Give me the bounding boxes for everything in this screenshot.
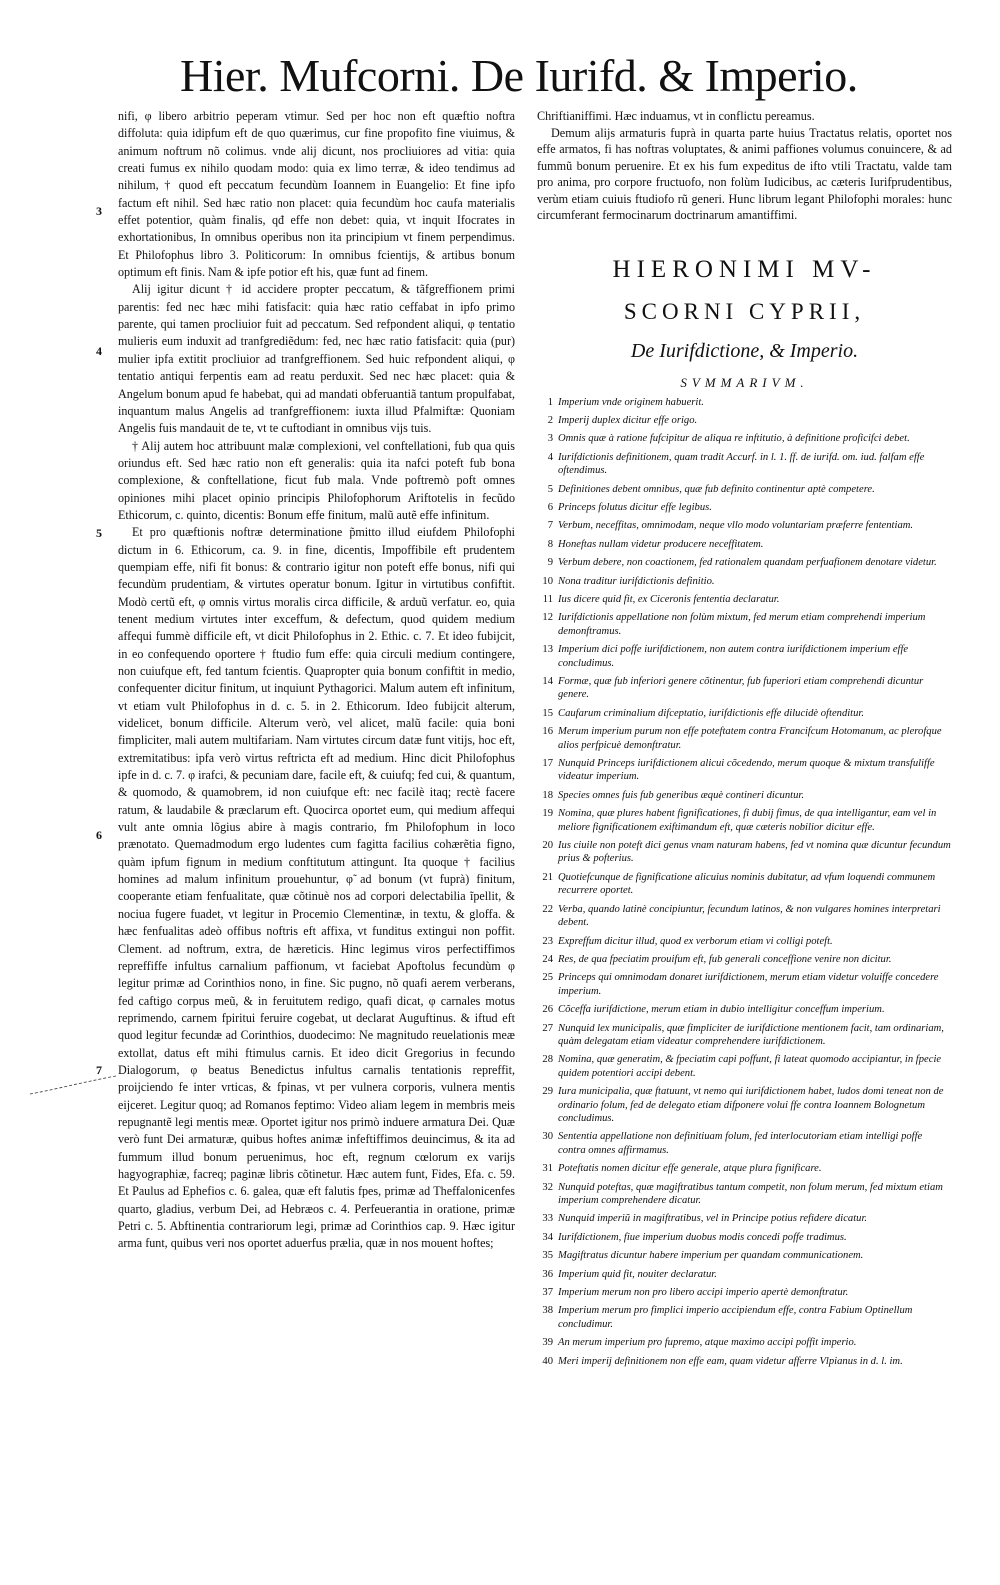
- summary-item: [537, 1003, 952, 1016]
- summary-item: [537, 1212, 952, 1225]
- summary-item-text: Verba, quando latinè concipiuntur, fecundum latinos, & non vulgares homines interpretari debent.: [558, 903, 941, 929]
- summary-item: [537, 871, 952, 898]
- summary-item-text: Imperium merum non pro libero accipi imperio apertè demonftratur.: [558, 1287, 849, 1299]
- summary-item-text: Res, de qua fpeciatim prouifum eft, fub generali conceffione venire non dicitur.: [558, 953, 892, 965]
- summary-item-number: 5: [547, 483, 553, 495]
- summary-item-number: 39: [542, 1337, 553, 1349]
- body-paragraph: Et pro quæftionis noftræ determinatione p̃mitto illud eiufdem Philofophi dictum in 6. Ethicorum, ca. 9. in fine, dicentis, Impoffibile eft prudentem quempiam effe, nifi fit bonus: & contrario igitur non poteft effe bonus, nifi qui fecundùm prudentiam, & virtutes operatur bonum. Igitur in virtutibus confiftit. Modò certũ eft, φ omnis virtus moralis circa difficile, & arduũ verfatur. eo, quia tenent medium virtutes inter exceffum, & defectum, quod quidem medium affequi fummè difficile eft, vt dicit Philofophus in 2. Ethic. c. 7. Et ideo fubijcit, in eo confequendo oportere † ftudio fum effe: quia circuli medium contingere, non cuiufque eft, fed tantum fcientis. Quapropter quia bonum confiftit in medio, confequenter dicitur finitum, ut inquiunt Pythagorici. Malum autem eft infinitum, vt etiam vult Philofophus in d. c. 5. in 2. Ethicorum. Ideo fubijcit alterum, videlicet, bonum difficile. Alterum verò, vel alicet, malũ facile: quia boni fimpliciter, mali autem multifariam. Nam virtutes circum datæ funt vitijs, hoc eft, extremitatibus: ipfa verò virtus reftricta eft ad medium. Hinc dicit Philofophus ipfe in d. c. 7. φ irafci, & pecuniam dare, facile eft, & cuiufq; fed cui, & quantum, & quomodo, & quamobrem, id non cuiufque eft: nec facilè itaq; rectè facere ratum, & laudabile & præclarum eft. Quocirca oportet eum, qui medium affequi vult ante omnia lõgius abire à magis contrario, fm Philofophum in loco prænotato. Quemadmodum ergo ludentes cum fagitta facilius cohærẽtia figno, quàm ipfum fignum in medium conftitutum attingunt. Ita quoque † facilius homines ad malum infinitum prouehuntur, φ̃ ad bonum (vt fuprà) finitum, cooperante etiam fenfualitate, quæ cõtinuè nos ad corpori delectabilia ĩpellit, & nociua fugere fuadet, vt legitur in Procemio Clementinæ, in textu, & gloffa. & hæc fenfualitas adeò offibus noftris eft affixa, vt funditus extingui non poffit. Clement. ad noftrum, extra, de hæreticis. Hinc legimus viros perfectiffimos repreffiffe infultus carnalium paffionum, vt faciebat Apoftolus fecundùm φ legitur primæ ad Corinthios nono, in fine. Sic pugno, nõ quafi aerem verberans, fed caftigo corpus meũ, & in feruitutem redigo, quafi dicat, φ carnales motus reprimendo, carnem fpiritui feruire cogebat, ut declarat Auguftinus. & iftud eft quod legitur fecundæ ad Corinthios, duodecimo: Ne magnitudo reuelationis meæ extollat, datus eft mihi ftimulus carnis. Et ideo dicit Gregorius in fecundo Dialogorum, φ beatus Benedictus infultus carnalis tentationis repreffit, proijciendo fe inter vrticas, & fpinas, vt per vulnera corporis, vulnera mentis eijceret. Legitur quoq; ad Romanos feptimo: Video aliam legem in membris meis repugnantẽ legi mentis meæ. Oportet igitur nos primò induere armatura Dei. Quæ verò funt Dei armaturæ, quibus hoftes animæ infeftiffimos deuincimus, & ita ad fummum illud bonum peruenimus, hoc eft, regnum cœlorum ex varijs hagyographiæ, facreq; paginæ libris cõtinetur. Hæc autem funt, Fides, Efa. c. 59. Et Paulus ad Ephefios c. 6. galea, quæ eft falutis fpes, primæ ad Theffalonicenfes quarto, gladius, verbum Dei, ad Hebræos c. 4. Perfeuerantia in oratione, primæ Petri c. 5. Abftinentia contrariorum legi, primæ ad Corinthios cap. 9. Hæc igitur arma funt, quibus veri nos oportet aduerfus prælia, quæ in nos mouent hoftes;: [118, 525, 515, 1251]
- summary-item-text: Imperium merum pro fimplici imperio accipiendum effe, contra Fabium Optinellum concludimur.: [558, 1305, 913, 1330]
- summary-item-number: 17: [542, 758, 553, 770]
- summary-item-text: Merum imperium purum non effe poteftatem contra Francifcum Hotomanum, ac plerofque alios perfpicuè demonftratur.: [558, 726, 942, 751]
- summary-item-number: 11: [542, 593, 553, 605]
- body-paragraph: nifi, φ libero arbitrio peperam vtimur. Sed per hoc non eft quæftio noftra diffoluta: quia idipfum eft de quo quærimus, cur fine propofito fine viuimus, & animum noftrum nõ colimus. vnde alij dicunt, nos procliuiores ad vitia: quia creati fumus ex nihilo quodam modo: quia ex limo terræ, & ideo tendimus ad nihilum, † quod eft peccatum fecundùm Ioannem in Euangelio: Et fine ipfo factum eft nihil. Sed hæc ratio non placet: quia fecundùm hoc caufa materialis effet potentior, quàm finalis, qđ effe non debet: quia, vt inquit Ifocrates in exhortationibus, In omnibus operibus non ita principium vt finem perpendimus. Et Philofophus libro 3. Politicorum: In omnibus fcientijs, & artibus bonum optimum eft finis. Nam & ipfe potior eft his, quæ funt ad finem.: [118, 109, 515, 280]
- summary-item-number: 9: [547, 557, 553, 569]
- summary-item: [537, 414, 952, 427]
- summary-item-number: 20: [542, 840, 553, 852]
- summary-item-text: Poteftatis nomen dicitur effe generale, atque plura fignificare.: [558, 1163, 822, 1175]
- summary-item-number: 33: [542, 1213, 553, 1225]
- summary-item-number: 35: [542, 1250, 553, 1262]
- summary-item-number: 8: [547, 538, 553, 550]
- summary-item-text: Ius ciuile non poteft dici genus vnam naturam habens, fed vt nomina quæ dicuntur fecundum prius & pofterius.: [558, 840, 951, 865]
- summary-item-number: 14: [542, 676, 553, 687]
- summary-item: [537, 839, 952, 866]
- summary-item-text: Verbum debere, non coactionem, fed rationalem quandam perfuafionem denotare videtur.: [558, 557, 937, 569]
- summary-item-text: Nomina, quæ generatim, & fpeciatim capi poffunt, fi lateat quomodo accipiantur, in fpecie quidem potentiori accipi debent.: [558, 1054, 942, 1079]
- summary-item-number: 24: [542, 953, 553, 965]
- body-paragraph: Alij igitur dicunt † id accidere propter peccatum, & tãfgreffionem primi parentis: fed nec hæc mihi fatisfacit: quia hæc ratio ceffabat in ipfo primo parente, qui tamen procliuior fuit ad peccatum. Sed refpondent aliqui, φ tentatio mulieris eum induxit ad tranfgrediẽdum: fed, nec hæc ratio fatisfacit: quia (pur) mulier ipfa extitit procliuior ad tranfgreffionem. Sed huic refpondent aliqui, φ tentatio antiqui ferpentis eam ad reatu perduxit. Sed nec hæc placet: quia & Angelum bonum apud fe habebat, qui ad mandati obferuantiã tantum propulfabat, inquantum malus Angelis ad tranfgreffionem: iuxta illud Pfalmiftæ: Quoniam Angelis fuis mandauit de te, vt te cuftodiant in omnibus vijs tuis.: [118, 282, 515, 436]
- summary-item: [537, 807, 952, 834]
- margin-number: 5: [96, 526, 102, 540]
- treatise-subtitle: De Iurifdictione, & Imperio.: [630, 339, 859, 362]
- summary-item: [537, 1304, 952, 1331]
- intro-paragraph: Chriftianiffimi. Hæc induamus, vt in conflictu pereamus.: [537, 109, 815, 123]
- summary-item: [537, 789, 952, 802]
- summary-item-text: Cõceffa iurifdictione, merum etiam in dubio intelligitur conceffum imperium.: [558, 1004, 885, 1016]
- summary-item-text: Sententia appellatione non definitiuam folum, fed interlocutoriam etiam intelligi poffe contra omnes affirmamus.: [558, 1131, 923, 1156]
- summary-item-number: 29: [542, 1086, 553, 1098]
- summary-item: [537, 1336, 952, 1349]
- summary-item-text: An merum imperium pro fupremo, atque maximo accipi poffit imperio.: [558, 1337, 857, 1349]
- summary-item: [537, 903, 952, 930]
- summary-item-text: Formæ, quæ fub inferiori genere cõtinentur, fub fuperiori etiam comprehendi dicuntur genere.: [558, 676, 924, 701]
- summary-item-number: 1: [547, 396, 553, 408]
- summary-item-number: 6: [547, 501, 553, 513]
- handwritten-mark: [28, 1072, 118, 1098]
- summary-item: [537, 725, 952, 752]
- summary-item-number: 15: [542, 707, 553, 719]
- summary-item: [537, 538, 952, 551]
- summary-item-number: 10: [542, 575, 553, 587]
- summary-item-text: Ius dicere quid fit, ex Ciceronis fententia declaratur.: [558, 593, 780, 605]
- summary-item: [537, 556, 952, 569]
- body-paragraph: † Alij autem hoc attribuunt malæ complexioni, vel conftellationi, fub qua quis oriundus eft. Sed hæc ratio non eft generalis: quia ita nafci poteft fub bona complexione, & conftellatione, ficut fub mala. Vnde poftremò poft omnes opiniones mihi placet opinio principis Philofophorum Ariftotelis in fecũdo Ethicorum, c. quinto, dicentis: Bonum effe finitum, malũ autẽ effe infinitum.: [118, 438, 515, 522]
- summary-item: [537, 575, 952, 588]
- summary-item-text: Imperium quid fit, nouiter declaratur.: [558, 1268, 717, 1280]
- summary-item: [537, 501, 952, 514]
- treatise-title-line-2: SCORNI CYPRII,: [623, 298, 866, 324]
- summary-item-text: Imperij duplex dicitur effe origo.: [558, 414, 698, 426]
- summary-item-text: Meri imperij definitionem non effe eam, quam videtur afferre Vlpianus in d. l. im.: [558, 1355, 903, 1367]
- summary-item-number: 23: [542, 935, 553, 947]
- summary-item-number: 38: [542, 1305, 553, 1317]
- summary-item-number: 25: [542, 972, 553, 984]
- summary-item-text: Honeftas nullam videtur producere neceffitatem.: [558, 538, 764, 550]
- summary-item-text: Princeps folutus dicitur effe legibus.: [558, 501, 712, 513]
- summary-item: [537, 593, 952, 606]
- summary-item: [537, 1249, 952, 1262]
- summary-item: [537, 1162, 952, 1175]
- summary-item-text: Nona traditur iurifdictionis definitio.: [558, 575, 715, 587]
- summary-item-number: 22: [542, 903, 553, 915]
- summary-item-number: 32: [542, 1181, 553, 1193]
- summary-item-number: 13: [542, 644, 553, 656]
- summary-item-text: Iurifdictionis definitionem, quam tradit Accurf. in l. 1. ff. de iurifd. om. iud. falfam effe oftendimus.: [558, 451, 925, 477]
- summary-item: [537, 1181, 952, 1208]
- running-header: Hier. Mufcorni. De Iurifd. & Imperio.: [180, 50, 858, 101]
- summary-item-number: 3: [547, 433, 553, 445]
- left-column: [96, 108, 515, 1253]
- summary-item-number: 37: [542, 1287, 553, 1299]
- margin-number: 3: [96, 204, 102, 218]
- summary-item-number: 34: [542, 1231, 553, 1243]
- summary-list: [537, 396, 952, 1369]
- summary-item: [537, 1022, 952, 1049]
- summary-item: [537, 1085, 952, 1125]
- summary-item-number: 26: [542, 1004, 553, 1016]
- summary-item-number: 30: [542, 1131, 553, 1143]
- summary-item: [537, 483, 952, 496]
- summary-item: [537, 396, 952, 409]
- summary-item-number: 40: [542, 1355, 553, 1367]
- summary-item: [537, 643, 952, 670]
- summary-item-number: 16: [542, 726, 553, 738]
- summary-item-text: Nunquid imperiũ in magiftratibus, vel in Principe potius refidere dicatur.: [558, 1213, 868, 1225]
- summary-item: [537, 1355, 952, 1368]
- summary-item: [537, 611, 952, 638]
- summary-item-number: 28: [542, 1054, 553, 1066]
- summary-item: [537, 1231, 952, 1244]
- treatise-title-line-1: HIERONIMI MV-: [612, 255, 877, 283]
- summary-item: [537, 1053, 952, 1080]
- summary-item: [537, 757, 952, 784]
- summary-item-number: 2: [547, 414, 553, 426]
- summary-item: [537, 1268, 952, 1281]
- margin-number: 7: [96, 1063, 102, 1077]
- summary-item: [537, 1130, 952, 1157]
- summary-item-text: Iurifdictionem, fiue imperium duobus modis concedi poffe tradimus.: [558, 1231, 847, 1243]
- summary-item-number: 31: [542, 1163, 553, 1175]
- summary-item-number: 27: [542, 1022, 553, 1034]
- summary-item-text: Imperium vnde originem habuerit.: [558, 396, 704, 408]
- summary-item-number: 7: [547, 520, 553, 532]
- summary-item: [537, 971, 952, 998]
- summary-item-text: Species omnes fuis fub generibus æquè contineri dicuntur.: [558, 789, 804, 801]
- summary-item-text: Nomina, quæ plures habent fignificationes, fi dubij fimus, de qua intelligantur, eam vel in meliore fignificationem exiftimandum eft, quæ cæteris nobilior dicitur effe.: [558, 808, 937, 833]
- summary-item: [537, 451, 952, 478]
- summary-item-number: 19: [542, 808, 553, 820]
- summary-item: [537, 707, 952, 720]
- right-column: [537, 108, 952, 1373]
- summary-item: [537, 953, 952, 966]
- summary-item-number: 12: [542, 612, 553, 624]
- summary-item: [537, 935, 952, 948]
- summary-item-text: Nunquid Princeps iurifdictionem alicui cõcedendo, merum quoque & mixtum transfuliffe videatur imperium.: [558, 758, 935, 783]
- summarium-heading: SVMMARIVM.: [680, 374, 809, 390]
- margin-number: 4: [96, 344, 102, 358]
- summary-item-text: Magiftratus dicuntur habere imperium per quandam communicationem.: [558, 1250, 864, 1262]
- summary-item-text: Quotiefcunque de fignificatione alicuius nominis dubitatur, ad vfum loquendi communem recurrere oportet.: [558, 871, 936, 897]
- summary-item-text: Caufarum criminalium difceptatio, iurifdictionis effe dilucidè oftenditur.: [558, 707, 865, 719]
- summary-item-number: 21: [542, 871, 553, 883]
- summary-item: [537, 519, 952, 532]
- summary-item-number: 4: [547, 451, 553, 463]
- summary-item-text: Expreffum dicitur illud, quod ex verborum etiam vi colligi poteft.: [558, 935, 833, 947]
- summary-item-text: Princeps qui omnimodam donaret iurifdictionem, merum etiam videtur voluiffe concedere imperium.: [558, 972, 939, 997]
- summary-item: [537, 432, 952, 445]
- summary-item: [537, 675, 952, 702]
- summary-item-text: Nunquid poteftas, quæ magiftratibus tantum competit, non folum merum, fed mixtum etiam imperium comprehendere dicatur.: [558, 1181, 943, 1206]
- summary-item-text: Iura municipalia, quæ ftatuunt, vt nemo qui iurifdictionem habet, ludos domi teneat non de ordinario folum, fed de delegato etiam difponere volui ffe contra Ioannem Bolognetum concludimus.: [558, 1086, 944, 1124]
- summary-item-text: Imperium dici poffe iurifdictionem, non autem contra iurifdictionem imperium effe concludimus.: [558, 644, 909, 669]
- summary-item-number: 36: [542, 1268, 553, 1280]
- summary-item-text: Omnis quæ à ratione fufcipitur de aliqua re inftitutio, à definitione proficifci debet.: [558, 433, 910, 445]
- intro-paragraph: Demum alijs armaturis fuprà in quarta parte huius Tractatus relatis, oportet nos effe armatos, fi has noftras voluptates, & animi paffiones volumus conuincere, & ad fummũ bonum peruenire. Et ex his fum expeditus de ifto vtili Tractatu, valde tam pro anima, pro corpore fructuofo, non folùm Iudicibus, ac cæteris Iurifprudentibus, verùm etiam cuiuis ftudiofo rũ generi. Hunc librum legant Philofophi morales: hunc circumferant fermocinarum doctrinarum amantiffimi.: [537, 125, 952, 222]
- summary-item-text: Iurifdictionis appellatione non folùm mixtum, fed merum etiam comprehendi imperium demonftramus.: [558, 612, 926, 637]
- summary-item-text: Definitiones debent omnibus, quæ fub definito continentur aptè competere.: [558, 483, 875, 495]
- summary-item-text: Verbum, neceffitas, omnimodam, neque vllo modo voluntariam præferre fententiam.: [558, 520, 914, 532]
- summary-item-number: 18: [542, 789, 553, 801]
- summary-item-text: Nunquid lex municipalis, quæ fimpliciter de iurifdictione mentionem facit, tam ordinariam, quàm delegatam etiam videatur comprehendere iurifdictionem.: [558, 1022, 944, 1047]
- margin-number: 6: [96, 828, 102, 842]
- summary-item: [537, 1286, 952, 1299]
